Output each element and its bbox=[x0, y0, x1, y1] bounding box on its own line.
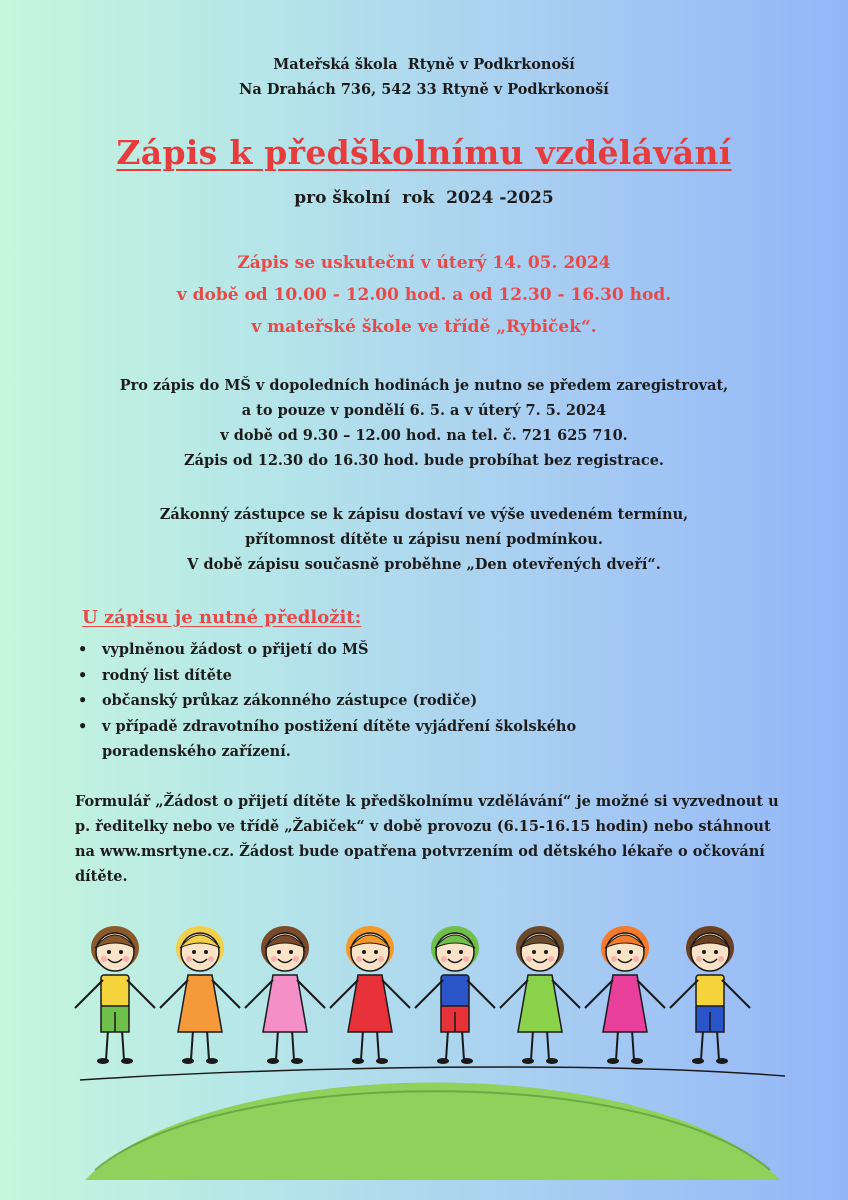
school-header bbox=[0, 52, 848, 102]
child-figure bbox=[670, 926, 750, 1064]
enrollment-date: Zápis se uskuteční v úterý 14. 05. 2024 bbox=[237, 253, 611, 273]
bullet-icon: • bbox=[78, 692, 88, 709]
registration-info bbox=[0, 373, 848, 473]
school-address: Na Drahách 736, 542 33 Rtyně v Podkrkonoší bbox=[239, 81, 609, 98]
bullet-icon: • bbox=[78, 641, 88, 658]
requirements-heading: U zápisu je nutné předložit: bbox=[82, 607, 362, 628]
list-item bbox=[72, 637, 662, 663]
child-figure bbox=[245, 926, 325, 1064]
page-title: Zápis k předškolnímu vzdělávání bbox=[116, 133, 732, 172]
enrollment-place: v mateřské škole ve třídě „Rybiček“. bbox=[251, 317, 597, 337]
enrollment-time: v době od 10.00 - 12.00 hod. a od 12.30 - 16.30 hod. bbox=[176, 285, 672, 305]
school-year: pro školní rok 2024 -2025 bbox=[294, 188, 554, 208]
registration-line: Zápis od 12.30 do 16.30 hod. bude probíhat bez registrace. bbox=[184, 452, 664, 469]
bullet-icon: • bbox=[78, 717, 88, 735]
children-holding-hands-icon bbox=[60, 900, 800, 1200]
list-item-label: rodný list dítěte bbox=[102, 666, 232, 684]
child-figure bbox=[75, 926, 155, 1064]
child-figure bbox=[415, 926, 495, 1064]
representative-line: Zákonný zástupce se k zápisu dostaví ve výše uvedeném termínu, bbox=[159, 506, 689, 523]
list-item-label: v případě zdravotního postižení dítěte vyjádření školského poradenského zařízení. bbox=[102, 717, 577, 760]
list-item-label: vyplněnou žádost o přijetí do MŠ bbox=[102, 641, 369, 658]
list-item-label: občanský průkaz zákonného zástupce (rodiče) bbox=[102, 692, 478, 709]
school-name: Mateřská škola Rtyně v Podkrkonoší bbox=[273, 56, 575, 73]
representative-info bbox=[0, 502, 848, 577]
enrollment-info bbox=[0, 247, 848, 343]
child-figure bbox=[500, 926, 580, 1064]
representative-line: V době zápisu současně proběhne „Den otevřených dveří“. bbox=[187, 556, 661, 573]
child-figure bbox=[160, 926, 240, 1064]
list-item bbox=[72, 688, 662, 714]
child-figure bbox=[330, 926, 410, 1064]
registration-line: v době od 9.30 – 12.00 hod. na tel. č. 721 625 710. bbox=[220, 427, 628, 444]
registration-line: Pro zápis do MŠ v dopoledních hodinách je nutno se předem zaregistrovat, bbox=[119, 377, 729, 394]
form-download-info: Formulář „Žádost o přijetí dítěte k předškolnímu vzdělávání“ je možné si vyzvednout u p. ředitelky nebo ve třídě „Žabiček“ v době provozu (6.15-16.15 hodin) nebo stáhnout na www.msrtyne.cz. Žádost bude opatřena potvrzením od dětského lékaře o očkování dítěte. bbox=[75, 793, 779, 885]
grass-hill bbox=[85, 1083, 780, 1181]
list-item bbox=[72, 663, 662, 689]
requirements-list bbox=[72, 637, 662, 765]
bullet-icon: • bbox=[78, 666, 88, 684]
registration-line: a to pouze v pondělí 6. 5. a v úterý 7. 5. 2024 bbox=[241, 402, 607, 419]
child-figure bbox=[585, 926, 665, 1064]
list-item bbox=[72, 714, 602, 765]
representative-line: přítomnost dítěte u zápisu není podmínkou. bbox=[245, 531, 603, 548]
